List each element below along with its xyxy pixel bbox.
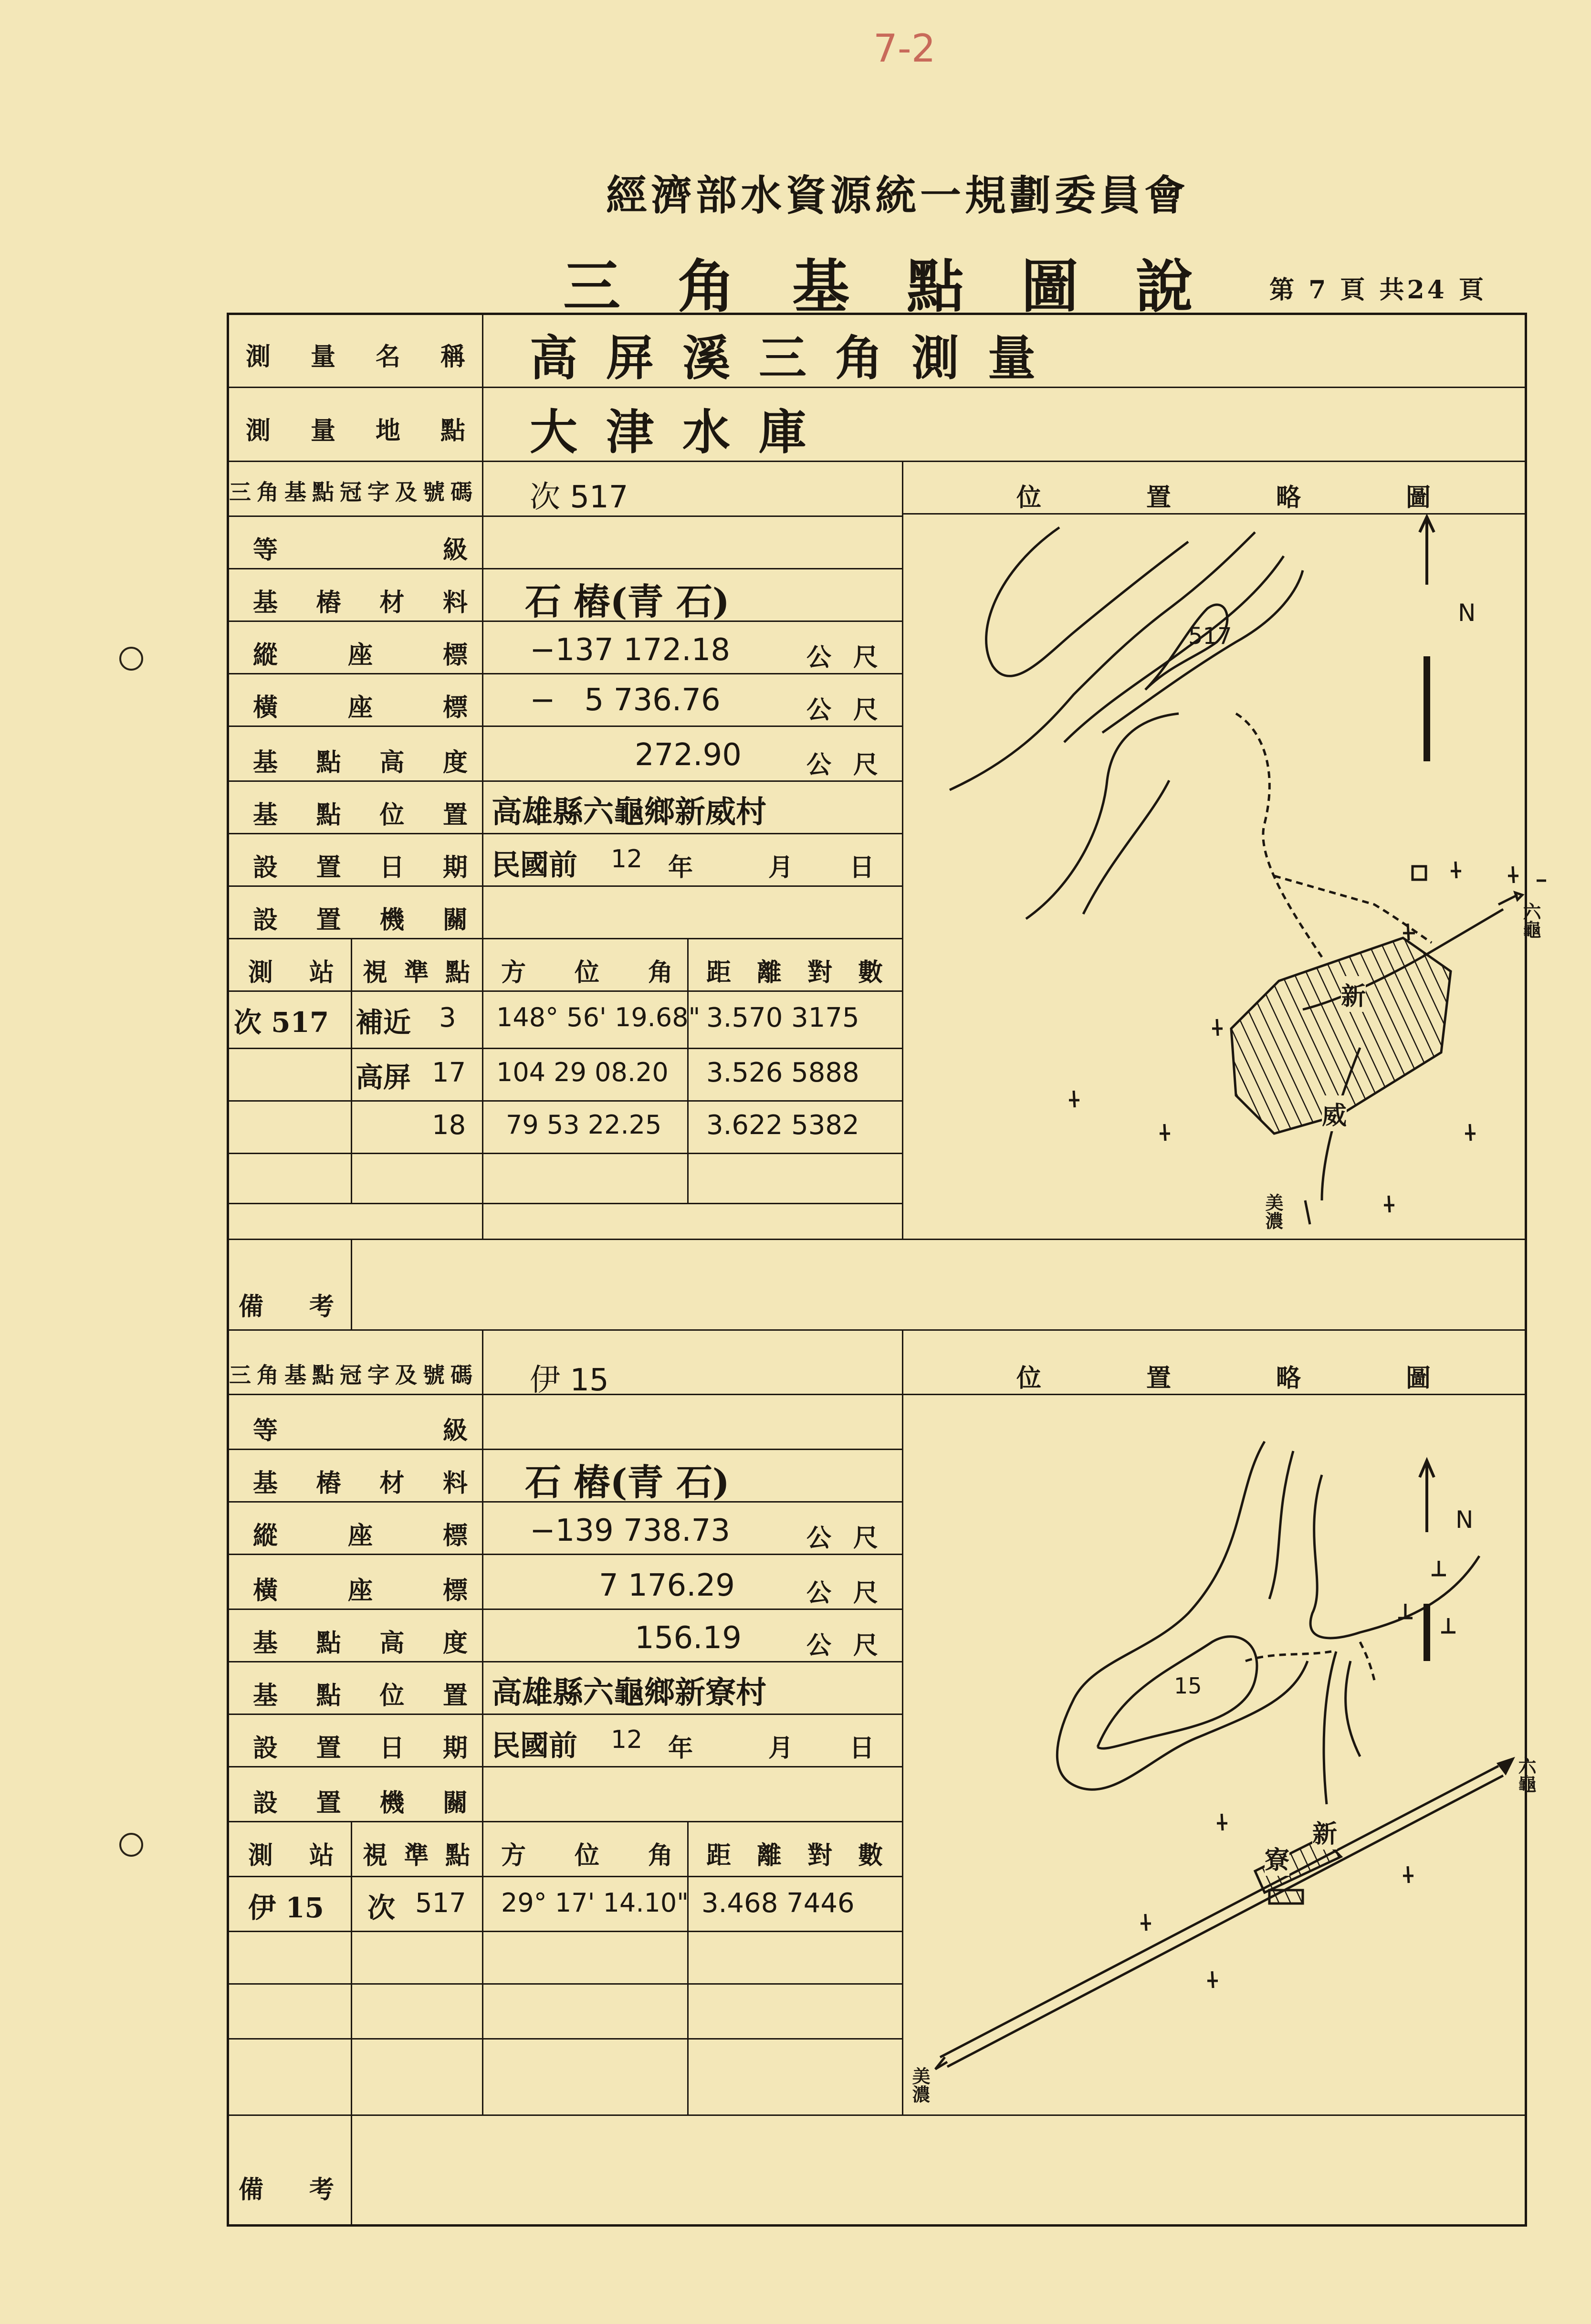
- map-point-label: 517: [1188, 623, 1232, 650]
- location-sketch-map: [902, 513, 1527, 1239]
- date-year: 12: [611, 1725, 643, 1754]
- year-label: 年: [668, 1734, 693, 1763]
- northing-value: −137 172.18: [530, 632, 731, 668]
- elevation-value: 272.90: [635, 737, 742, 773]
- map-title: 位置略圖: [1016, 483, 1536, 512]
- unit-label: 公尺: [806, 695, 878, 725]
- binder-hole: [119, 647, 143, 671]
- log-distance-label: 距離對數: [706, 958, 883, 987]
- unit-label: 公尺: [806, 1578, 878, 1608]
- code-label: 三角基點冠字及號碼: [229, 1362, 472, 1388]
- station-label: 測站: [248, 958, 334, 987]
- remarks-label: 備考: [239, 2175, 334, 2204]
- agency-label: 設置機關: [253, 905, 468, 935]
- survey-place-value: 大津水庫: [530, 404, 835, 460]
- northing-label: 縱座標: [253, 641, 468, 670]
- material-value: 石 樁(青 石): [525, 1461, 730, 1504]
- day-label: 日: [849, 1734, 875, 1763]
- survey-place-label: 測量地點: [246, 416, 465, 445]
- point-code: 次 517: [530, 480, 628, 515]
- material-label: 基樁材料: [253, 1469, 468, 1498]
- elevation-value: 156.19: [635, 1620, 742, 1656]
- easting-label: 橫座標: [253, 1576, 468, 1605]
- azimuth-label: 方位角: [501, 958, 673, 987]
- page-indicator: 第 7 頁 共24 頁: [1269, 275, 1486, 305]
- material-label: 基樁材料: [253, 588, 468, 617]
- handwritten-page-code: 7-2: [873, 26, 936, 71]
- survey-name-label: 測量名稱: [246, 342, 465, 371]
- azimuth-label: 方位角: [501, 1841, 673, 1870]
- log-distance-label: 距離對數: [706, 1841, 883, 1870]
- date-label: 設置日期: [253, 1734, 468, 1763]
- location-label: 基點位置: [253, 1681, 468, 1710]
- location-label: 基點位置: [253, 800, 468, 830]
- date-prefix: 民國前: [492, 1729, 577, 1763]
- month-label: 月: [768, 853, 794, 882]
- material-value: 石 樁(青 石): [525, 580, 730, 623]
- agency-label: 設置機關: [253, 1788, 468, 1818]
- remarks-label: 備考: [239, 1292, 334, 1321]
- location-sketch-map: [902, 1394, 1527, 2114]
- northing-label: 縱座標: [253, 1521, 468, 1550]
- organization-heading: 經濟部水資源統一規劃委員會: [606, 171, 1189, 220]
- easting-value: 7 176.29: [599, 1568, 735, 1603]
- map-point-label: 15: [1174, 1673, 1202, 1699]
- grade-label: 等級: [253, 536, 468, 565]
- road-label-meinong: 美濃: [1262, 1193, 1284, 1230]
- year-label: 年: [668, 853, 693, 882]
- easting-value: − 5 736.76: [530, 683, 721, 718]
- unit-label: 公尺: [806, 1524, 878, 1553]
- station-value: 次 517: [234, 1006, 329, 1039]
- road-label-meinong: 美濃: [909, 2067, 931, 2103]
- village-label: 新: [1341, 976, 1366, 1012]
- month-label: 月: [768, 1734, 794, 1763]
- station-value: 伊 15: [248, 1892, 324, 1924]
- location-value: 高雄縣六龜鄉新寮村: [492, 1675, 766, 1711]
- point-code: 伊 15: [530, 1363, 609, 1398]
- unit-label: 公尺: [806, 750, 878, 779]
- road-label-liugui: 六龜: [1520, 902, 1541, 938]
- village-label: 新: [1312, 1814, 1337, 1850]
- unit-label: 公尺: [806, 643, 878, 672]
- unit-label: 公尺: [806, 1631, 878, 1660]
- station-label: 測站: [248, 1841, 334, 1870]
- code-label: 三角基點冠字及號碼: [229, 479, 472, 505]
- location-value: 高雄縣六龜鄉新威村: [492, 794, 766, 830]
- north-arrow-label: N: [1458, 599, 1476, 627]
- sighted-label: 視準點: [363, 1841, 470, 1870]
- document-title: 三角基點圖說: [563, 253, 1250, 320]
- easting-label: 橫座標: [253, 693, 468, 722]
- survey-name-value: 高屏溪三角測量: [530, 330, 1064, 386]
- village-label: 威: [1322, 1095, 1347, 1131]
- date-year: 12: [611, 845, 643, 873]
- date-prefix: 民國前: [492, 849, 577, 882]
- road-label-liugui: 六龜: [1515, 1756, 1537, 1793]
- village-label: 寮: [1265, 1840, 1289, 1876]
- elevation-label: 基點高度: [253, 748, 468, 777]
- north-arrow-label: N: [1455, 1506, 1474, 1534]
- grade-label: 等級: [253, 1416, 468, 1445]
- northing-value: −139 738.73: [530, 1513, 731, 1548]
- binder-hole: [119, 1833, 143, 1857]
- elevation-label: 基點高度: [253, 1629, 468, 1658]
- day-label: 日: [849, 853, 875, 882]
- date-label: 設置日期: [253, 853, 468, 882]
- map-title: 位置略圖: [1016, 1364, 1536, 1393]
- sighted-label: 視準點: [363, 958, 470, 987]
